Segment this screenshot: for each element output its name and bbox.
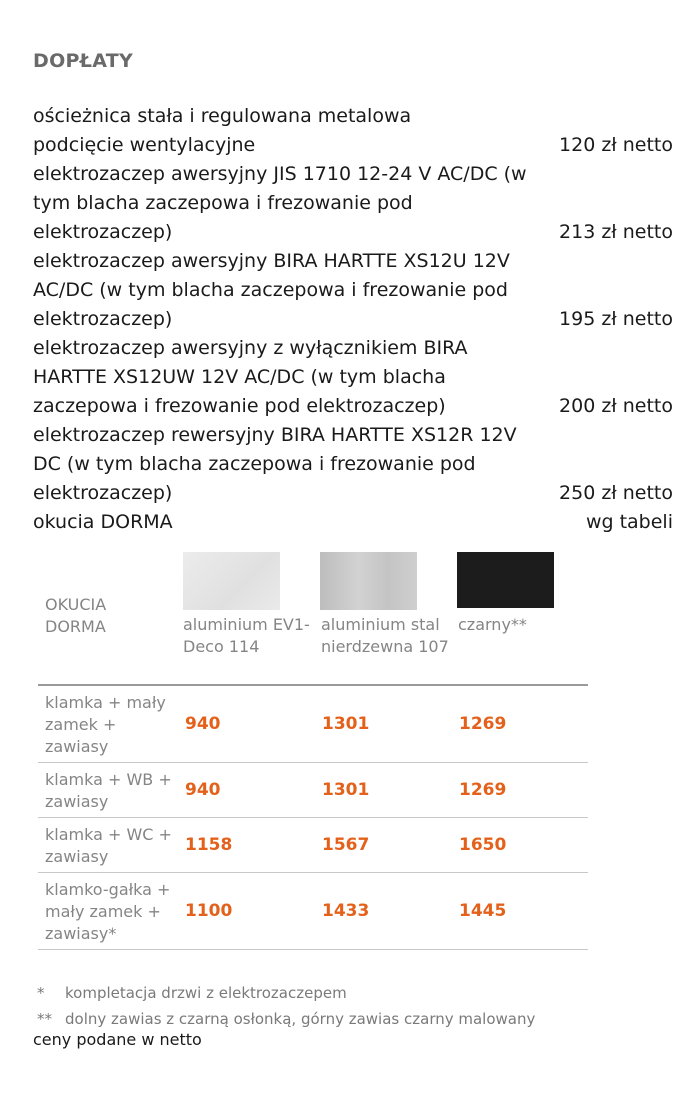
extra-desc: podcięcie wentylacyjne — [33, 134, 256, 156]
aluminium-ev1-swatch — [183, 552, 280, 610]
table-body — [38, 684, 588, 950]
price-cell: 1269 — [459, 780, 507, 800]
footnote — [37, 1006, 535, 1032]
extra-desc: elektrozaczep awersyjny z wyłącznikiem BIRA HARTTE XS12UW 12V AC/DC (w tym blacha zaczepowa i frezowanie pod elektrozaczep) — [33, 337, 468, 417]
price-cell: 1445 — [459, 901, 507, 921]
closing-note: ceny podane w netto — [33, 1030, 202, 1049]
price-cell: 940 — [185, 714, 221, 734]
price-cell: 1301 — [322, 780, 370, 800]
extra-price: 250 zł netto — [559, 482, 673, 504]
footnote — [37, 980, 535, 1006]
price-cell: 1301 — [322, 714, 370, 734]
extra-item — [33, 421, 673, 508]
section-heading: DOPŁATY — [33, 50, 134, 72]
table-corner-label: OKUCIA DORMA — [45, 595, 107, 636]
extra-price: 120 zł netto — [559, 134, 673, 156]
row-label: klamka + mały zamek + zawiasy — [45, 693, 166, 756]
column-header: czarny** — [458, 615, 527, 634]
extra-price: 195 zł netto — [559, 308, 673, 330]
table-row — [38, 684, 588, 763]
extra-desc: okucia DORMA — [33, 511, 173, 533]
extra-desc: elektrozaczep rewersyjny BIRA HARTTE XS12R 12V DC (w tym blacha zaczepowa i frezowanie pod elektrozaczep) — [33, 424, 517, 504]
black-swatch — [457, 552, 554, 608]
extra-desc: elektrozaczep awersyjny JIS 1710 12-24 V AC/DC (w tym blacha zaczepowa i frezowanie pod elektrozaczep) — [33, 163, 527, 243]
column-header: aluminium stal nierdzewna 107 — [321, 615, 449, 656]
column-header: aluminium EV1-Deco 114 — [183, 615, 310, 656]
extra-item — [33, 334, 673, 421]
price-cell: 1100 — [185, 901, 233, 921]
row-label: klamka + WC + zawiasy — [45, 825, 172, 866]
extra-price: 213 zł netto — [559, 221, 673, 243]
extra-item — [33, 160, 673, 247]
table-row — [38, 818, 588, 873]
row-label: klamka + WB + zawiasy — [45, 770, 172, 811]
extra-price: 200 zł netto — [559, 395, 673, 417]
extra-price: wg tabeli — [585, 511, 673, 533]
extra-item — [33, 102, 673, 131]
footnote-mark: * — [37, 984, 45, 1002]
table-row — [38, 873, 588, 950]
extras-list — [33, 102, 673, 537]
stainless-steel-swatch — [320, 552, 417, 610]
extra-desc: elektrozaczep awersyjny BIRA HARTTE XS12U 12V AC/DC (w tym blacha zaczepowa i frezowanie pod elektrozaczep) — [33, 250, 510, 330]
price-cell: 940 — [185, 780, 221, 800]
row-label: klamko-gałka + mały zamek + zawiasy* — [45, 880, 171, 943]
footnote-text: kompletacja drzwi z elektrozaczepem — [65, 984, 347, 1002]
footnotes — [37, 980, 535, 1032]
extra-desc: ościeżnica stała i regulowana metalowa — [33, 105, 412, 127]
price-cell: 1433 — [322, 901, 370, 921]
extra-item — [33, 247, 673, 334]
footnote-text: dolny zawias z czarną osłonką, górny zawias czarny malowany — [65, 1010, 536, 1028]
footnote-mark: ** — [37, 1010, 52, 1028]
price-cell: 1158 — [185, 835, 233, 855]
price-cell: 1650 — [459, 835, 507, 855]
extra-item — [33, 131, 673, 160]
extra-item — [33, 508, 673, 537]
price-cell: 1567 — [322, 835, 370, 855]
price-cell: 1269 — [459, 714, 507, 734]
table-row — [38, 763, 588, 818]
